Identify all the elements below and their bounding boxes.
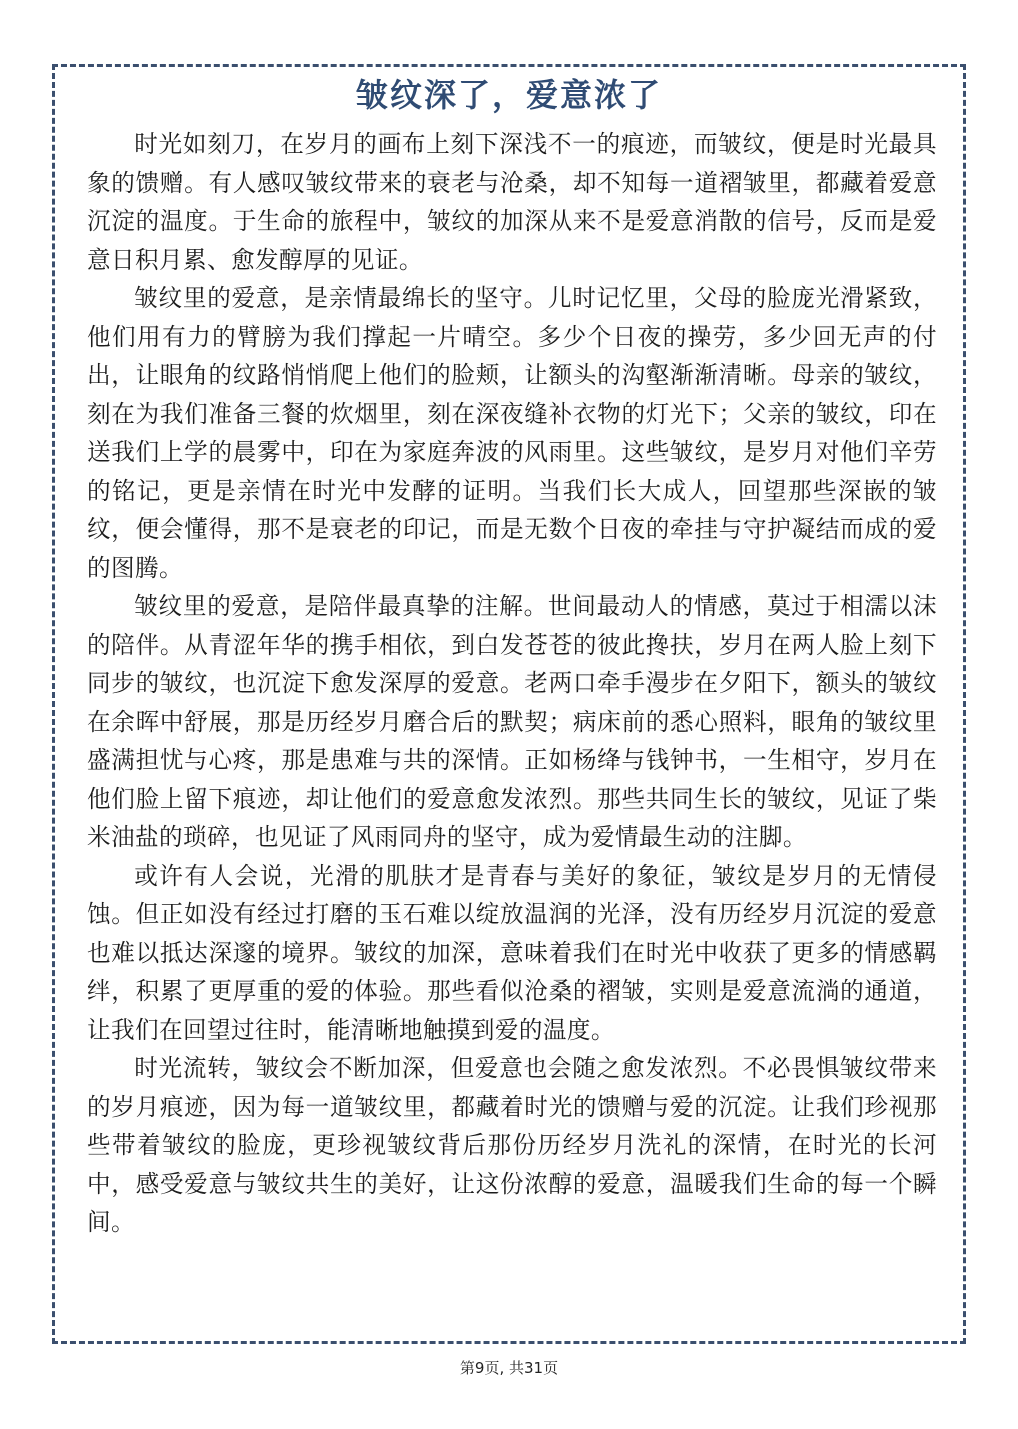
paragraph: 时光流转，皱纹会不断加深，但爱意也会随之愈发浓烈。不必畏惧皱纹带来的岁月痕迹，因为每一道皱纹里，都藏着时光的馈赠与爱的沉淀。让我们珍视那些带着皱纹的脸庞，更珍视皱纹背后那份历经岁月洗礼的深情，在时光的长河中，感受爱意与皱纹共生的美好，让这份浓醇的爱意，温暖我们生命的每一个瞬间。 xyxy=(87,1054,937,1236)
page-frame xyxy=(52,64,966,1344)
article-title: 皱纹深了，爱意浓了 xyxy=(355,76,662,114)
paragraph: 皱纹里的爱意，是陪伴最真挚的注解。世间最动人的情感，莫过于相濡以沫的陪伴。从青涩年华的携手相依，到白发苍苍的彼此搀扶，岁月在两人脸上刻下同步的皱纹，也沉淀下愈发深厚的爱意。老两口牵手漫步在夕阳下，额头的皱纹在余晖中舒展，那是历经岁月磨合后的默契；病床前的悉心照料，眼角的皱纹里盛满担忧与心疼，那是患难与共的深情。正如杨绛与钱钟书，一生相守，岁月在他们脸上留下痕迹，却让他们的爱意愈发浓烈。那些共同生长的皱纹，见证了柴米油盐的琐碎，也见证了风雨同舟的坚守，成为爱情最生动的注脚。 xyxy=(87,592,937,851)
page-number: 第9页, 共31页 xyxy=(459,1359,559,1377)
paragraph: 皱纹里的爱意，是亲情最绵长的坚守。儿时记忆里，父母的脸庞光滑紧致，他们用有力的臂膀为我们撑起一片晴空。多少个日夜的操劳，多少回无声的付出，让眼角的纹路悄悄爬上他们的脸颊，让额头的沟壑渐渐清晰。母亲的皱纹，刻在为我们准备三餐的炊烟里，刻在深夜缝补衣物的灯光下；父亲的皱纹，印在送我们上学的晨雾中，印在为家庭奔波的风雨里。这些皱纹，是岁月对他们辛劳的铭记，更是亲情在时光中发酵的证明。当我们长大成人，回望那些深嵌的皱纹，便会懂得，那不是衰老的印记，而是无数个日夜的牵挂与守护凝结而成的爱的图腾。 xyxy=(87,284,937,582)
paragraph: 或许有人会说，光滑的肌肤才是青春与美好的象征，皱纹是岁月的无情侵蚀。但正如没有经过打磨的玉石难以绽放温润的光泽，没有历经岁月沉淀的爱意也难以抵达深邃的境界。皱纹的加深，意味着我们在时光中收获了更多的情感羁绊，积累了更厚重的爱的体验。那些看似沧桑的褶皱，实则是爱意流淌的通道，让我们在回望过往时，能清晰地触摸到爱的温度。 xyxy=(87,861,937,1044)
article-body xyxy=(87,125,937,1242)
paragraph: 时光如刻刀，在岁月的画布上刻下深浅不一的痕迹，而皱纹，便是时光最具象的馈赠。有人感叹皱纹带来的衰老与沧桑，却不知每一道褶皱里，都藏着爱意沉淀的温度。于生命的旅程中，皱纹的加深从来不是爱意消散的信号，反而是爱意日积月累、愈发醇厚的见证。 xyxy=(87,130,937,274)
